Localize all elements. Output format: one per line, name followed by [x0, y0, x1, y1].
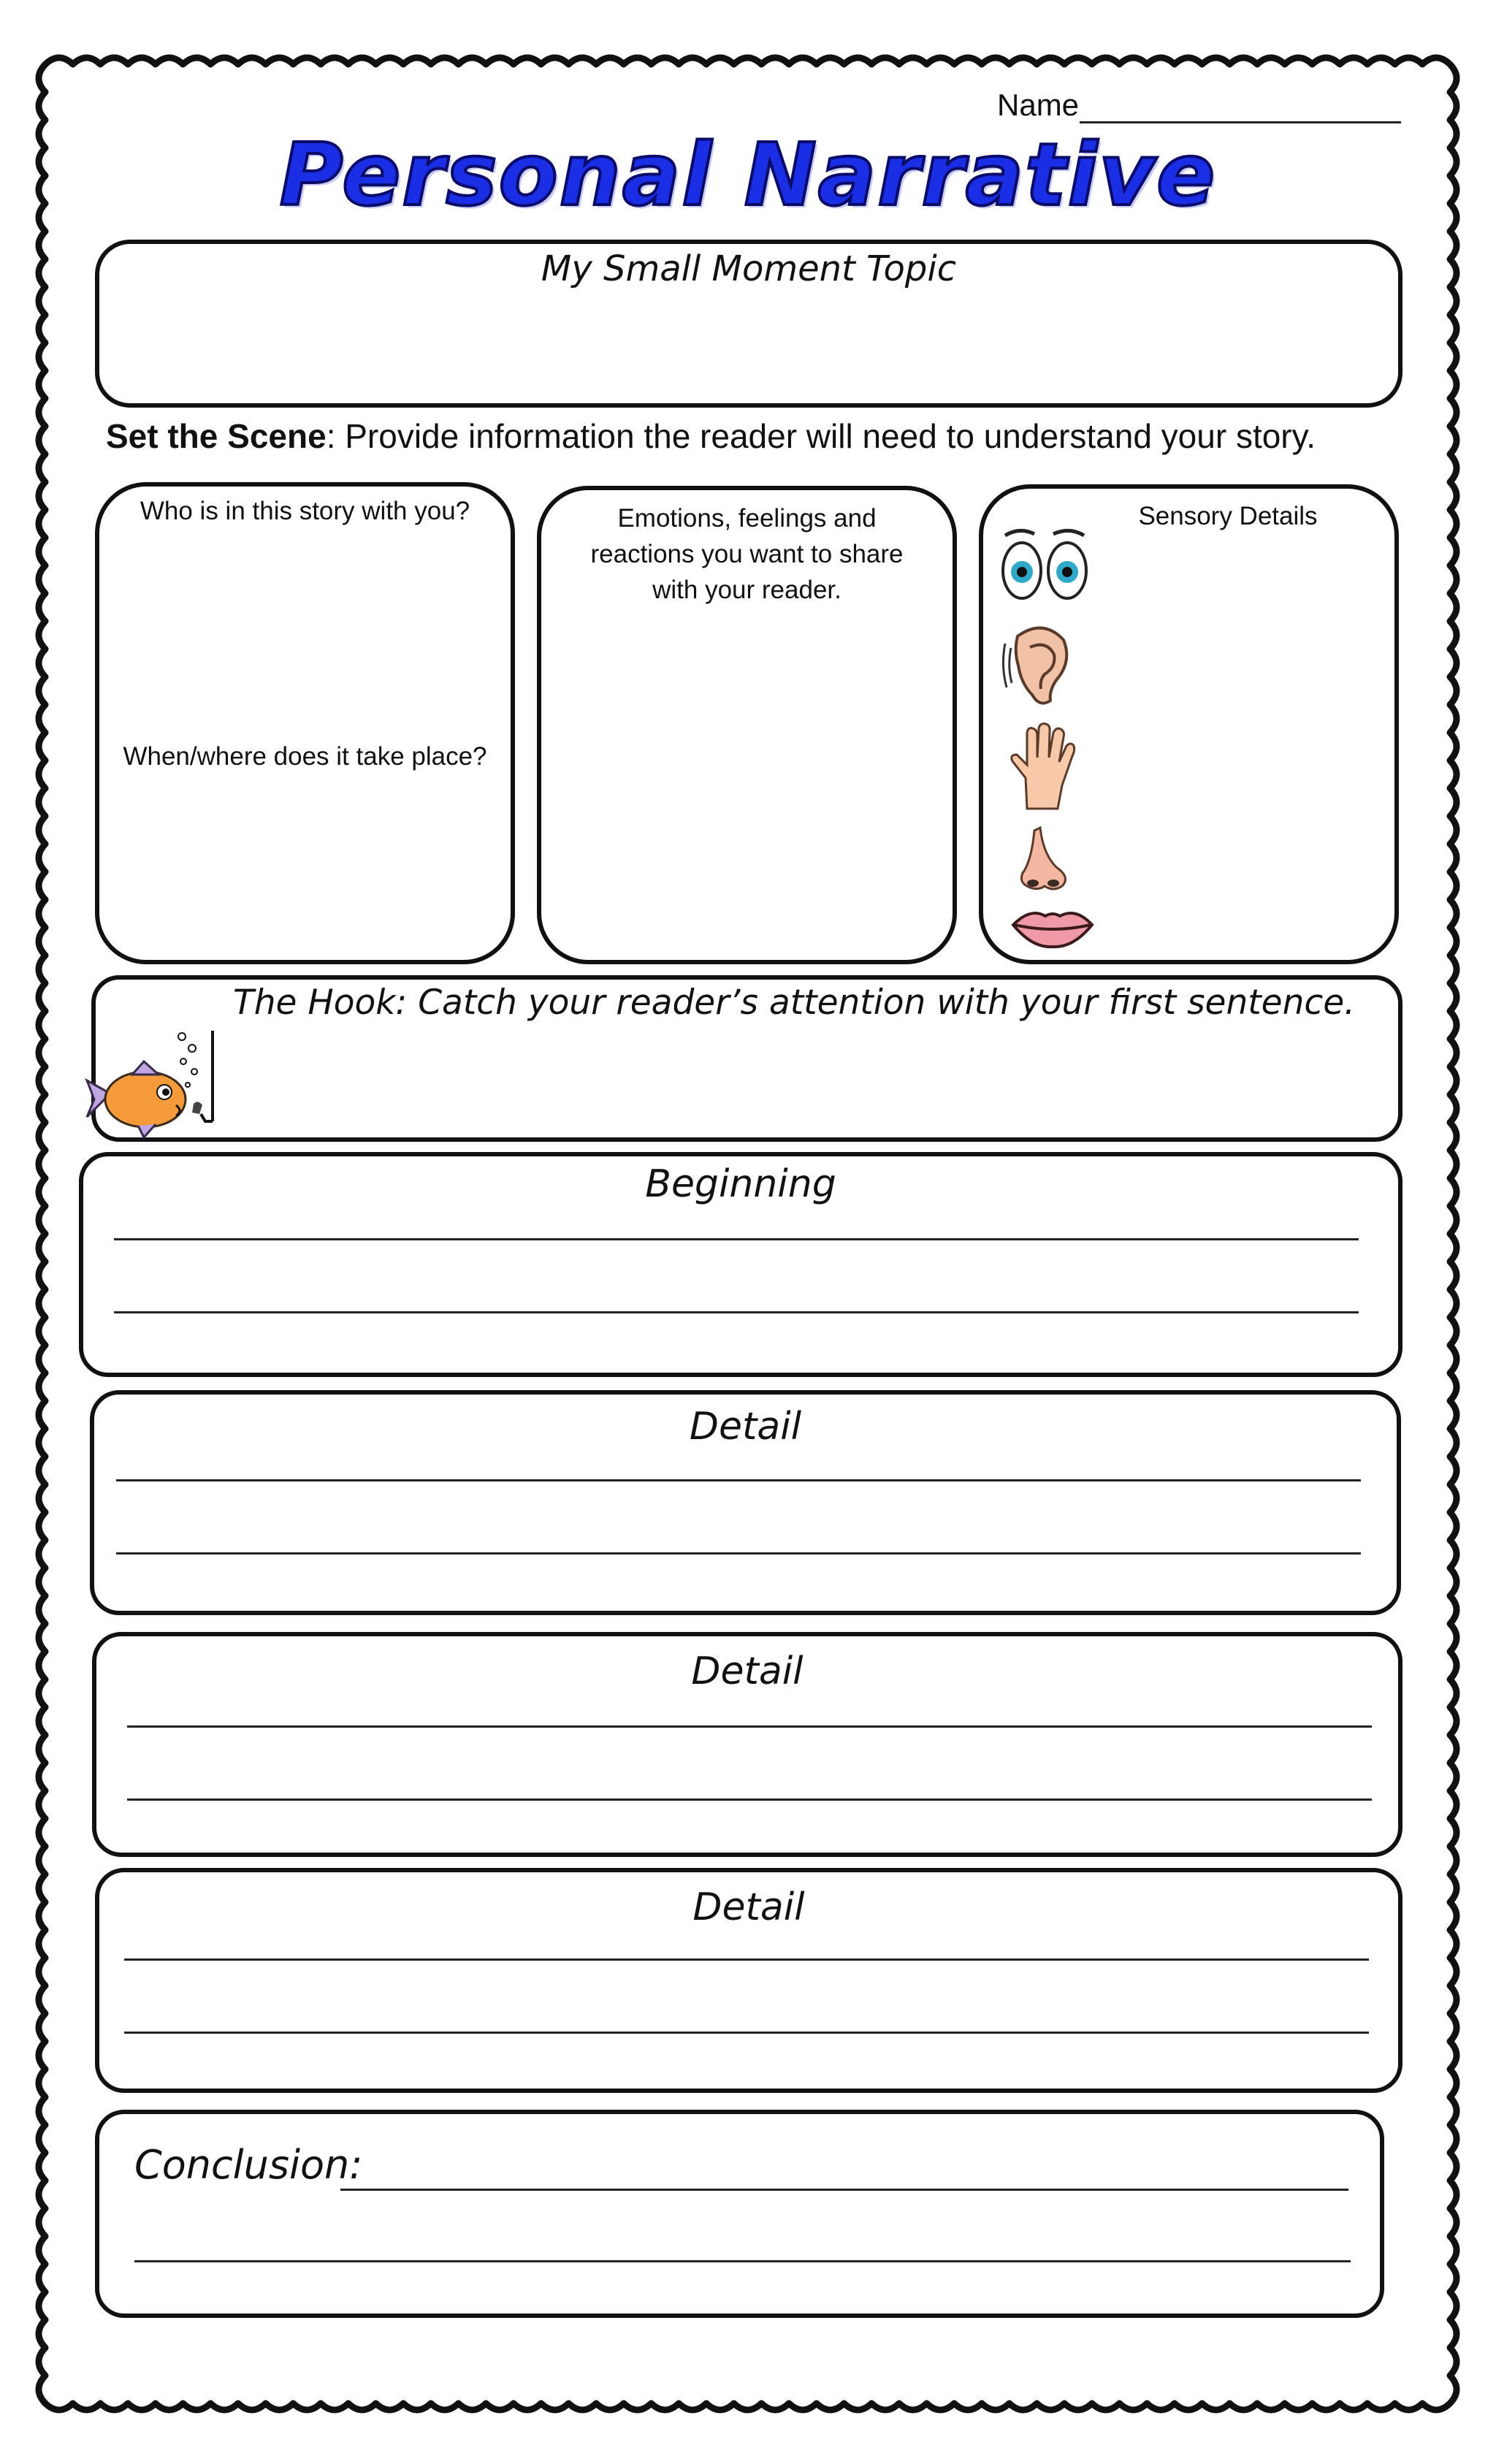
- hand-icon: [1005, 721, 1078, 812]
- fish-hook-icon: [74, 1029, 242, 1139]
- topic-label: My Small Moment Topic: [541, 248, 957, 289]
- topic-box[interactable]: [95, 240, 1402, 408]
- eyes-icon: [998, 527, 1093, 607]
- beginning-line-2[interactable]: [114, 1311, 1359, 1313]
- page-title: Personal Narrative: [279, 124, 1217, 225]
- emotions-prompt: Emotions, feelings and reactions you want to share with your reader.: [590, 504, 904, 604]
- ear-icon: [999, 622, 1080, 709]
- name-field[interactable]: [997, 86, 1406, 130]
- emotions-box[interactable]: [537, 486, 957, 964]
- conclusion-line-1[interactable]: [340, 2189, 1348, 2191]
- detail-2-line-1[interactable]: [127, 1725, 1372, 1728]
- set-the-scene-instructions: [106, 416, 1421, 456]
- beginning-line-1[interactable]: [114, 1238, 1359, 1240]
- detail-3-line-1[interactable]: [124, 1958, 1369, 1961]
- detail-box-3[interactable]: [95, 1868, 1402, 2093]
- detail-1-line-2[interactable]: [116, 1552, 1361, 1555]
- hook-label: The Hook: Catch your reader’s attention with your first sentence.: [233, 983, 1356, 1023]
- who-when-box[interactable]: [95, 482, 515, 964]
- beginning-label: Beginning: [645, 1162, 836, 1206]
- detail-2-line-2[interactable]: [127, 1799, 1372, 1801]
- nose-icon: [1011, 825, 1077, 894]
- conclusion-line-2[interactable]: [134, 2260, 1351, 2262]
- hook-box[interactable]: [91, 975, 1402, 1142]
- sensory-prompt: Sensory Details: [1138, 502, 1318, 530]
- who-prompt: Who is in this story with you?: [140, 497, 470, 525]
- set-the-scene-text: : Provide information the reader will need to understand your story.: [326, 417, 1316, 455]
- beginning-box[interactable]: [79, 1152, 1402, 1377]
- detail-label-3: Detail: [692, 1885, 805, 1929]
- conclusion-label: Conclusion:: [134, 2142, 363, 2188]
- sensory-box[interactable]: [979, 484, 1399, 964]
- detail-label-2: Detail: [691, 1649, 804, 1693]
- detail-box-2[interactable]: [92, 1632, 1402, 1857]
- name-label: Name: [997, 88, 1080, 122]
- set-the-scene-heading: Set the Scene: [106, 417, 327, 455]
- name-line: [1080, 121, 1401, 123]
- when-prompt: When/where does it take place?: [123, 742, 487, 771]
- detail-box-1[interactable]: [90, 1390, 1401, 1615]
- detail-1-line-1[interactable]: [116, 1479, 1361, 1481]
- conclusion-box[interactable]: [95, 2110, 1384, 2318]
- lips-icon: [1009, 901, 1096, 953]
- detail-label-1: Detail: [689, 1405, 802, 1449]
- detail-3-line-2[interactable]: [124, 2032, 1369, 2034]
